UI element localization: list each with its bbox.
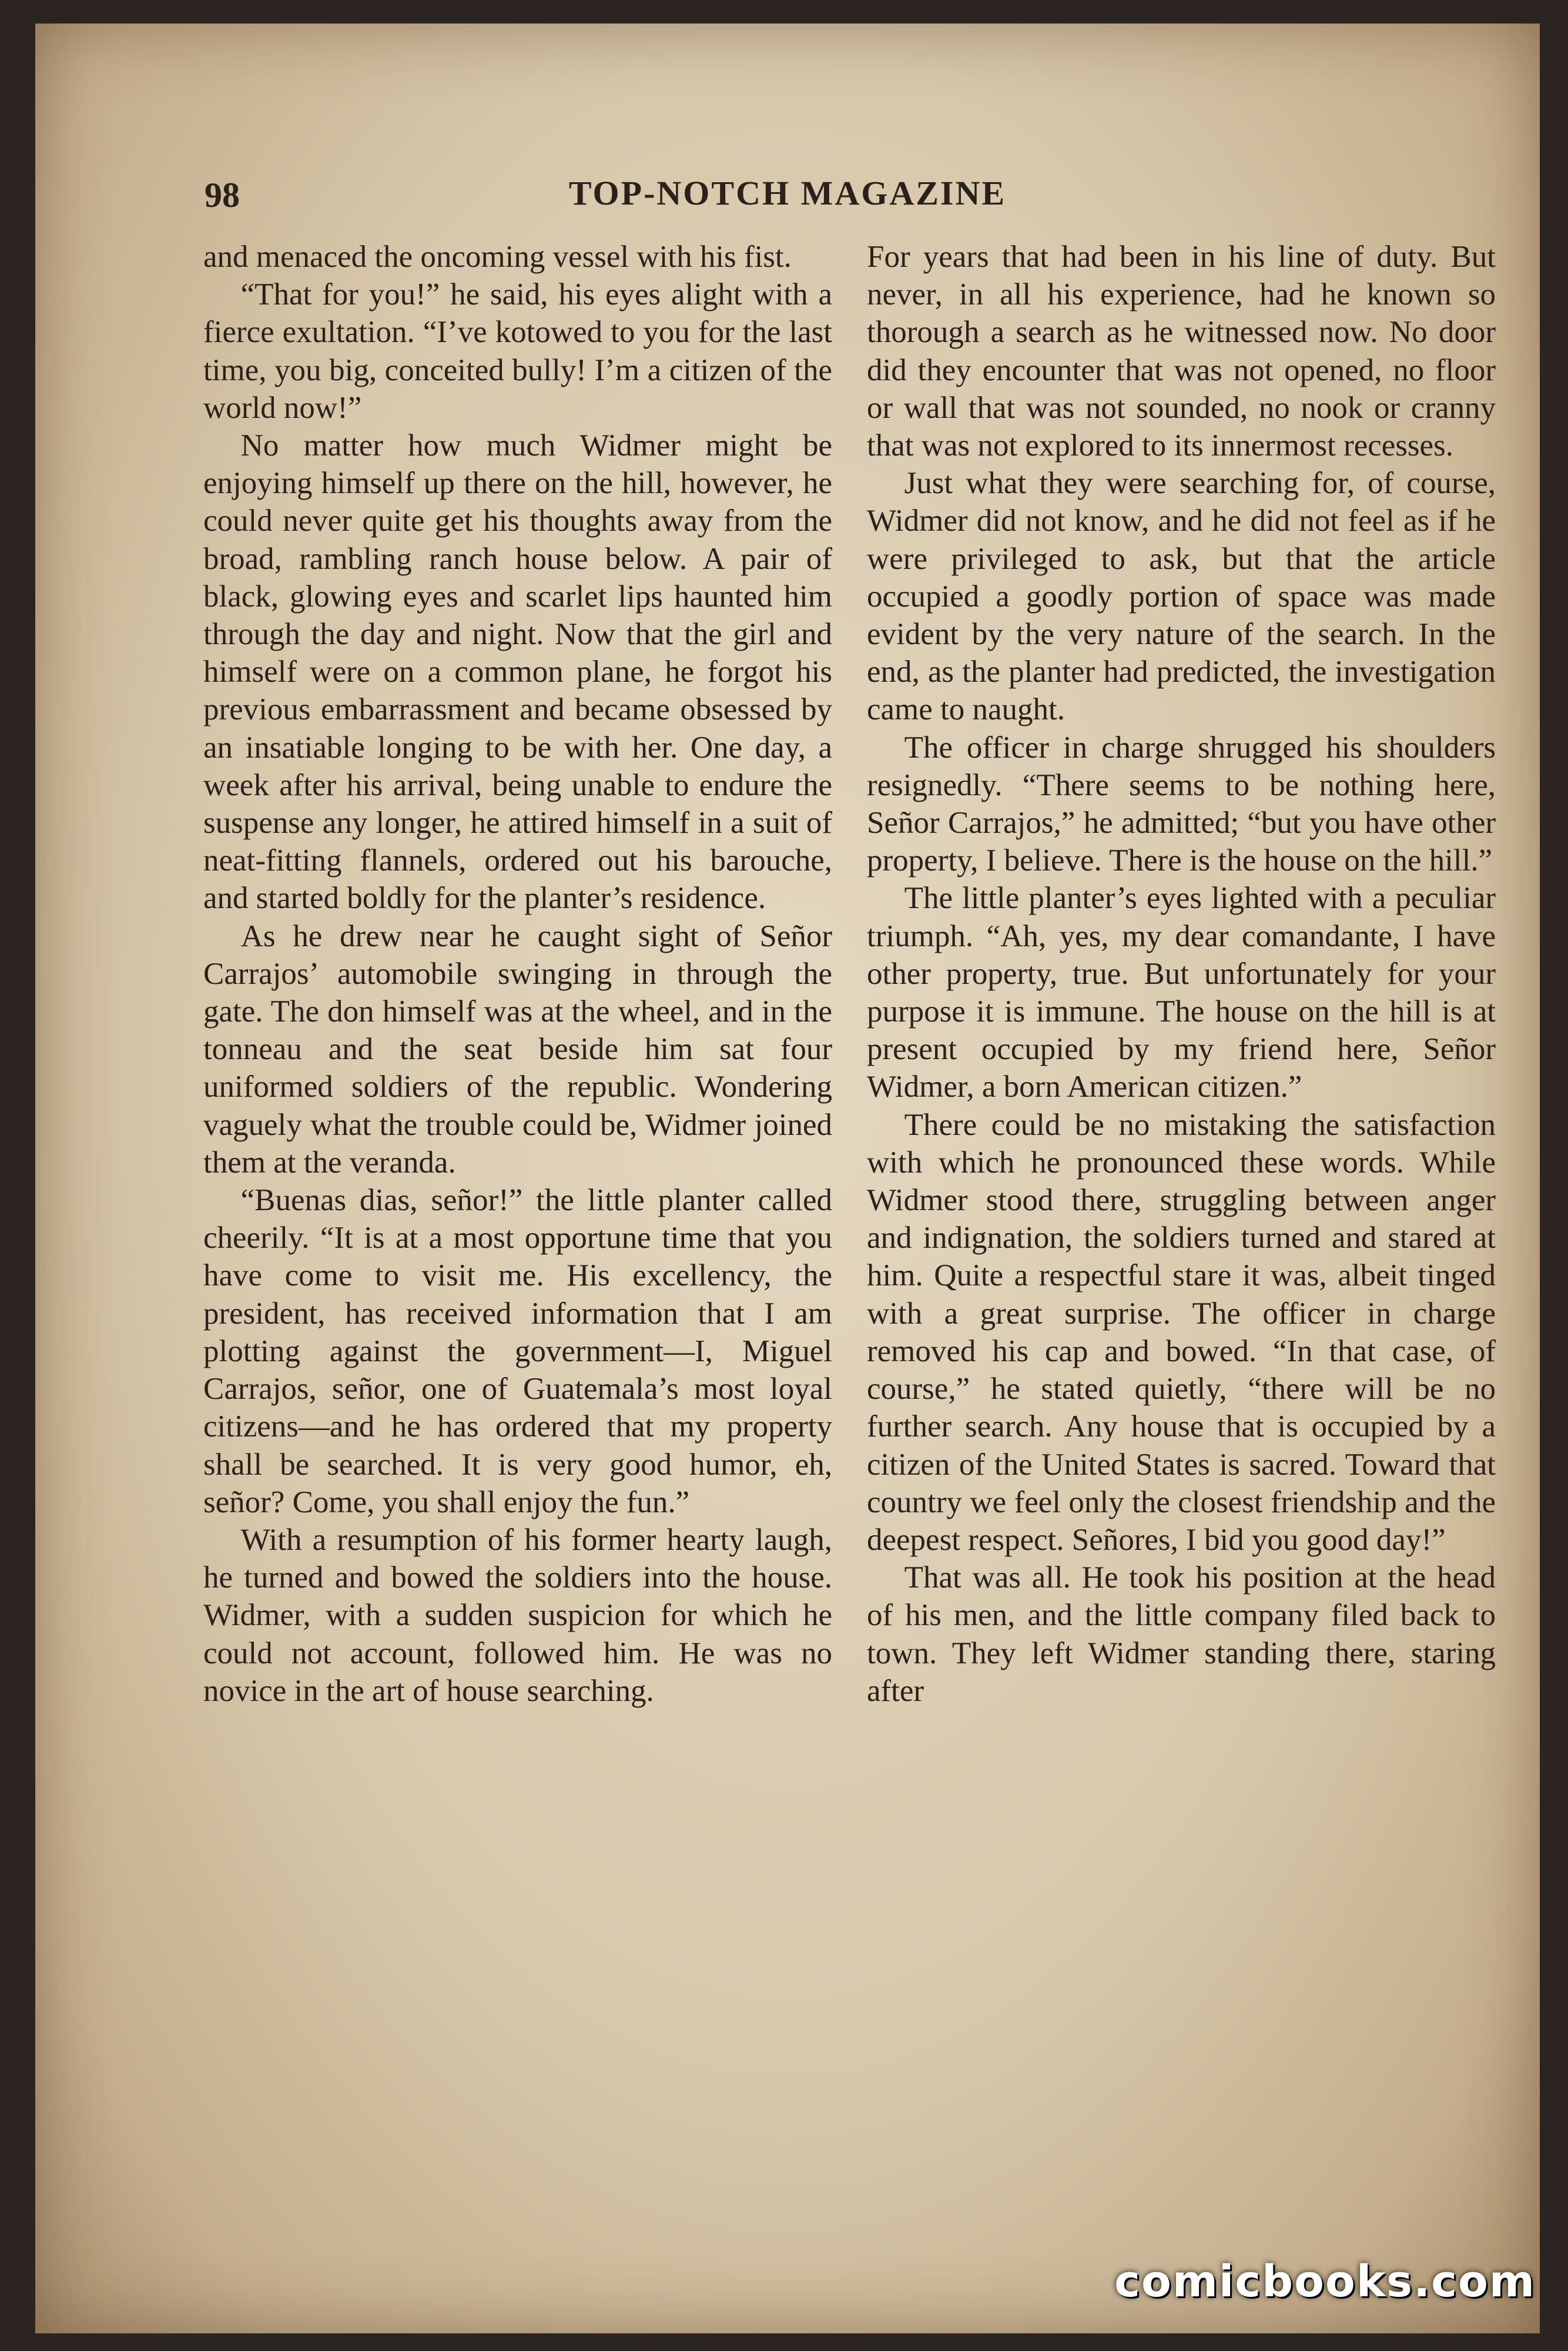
paragraph: There could be no mistaking the satisfaction with which he pronounced these words. While Widmer stood there, struggling between anger and indignation, the soldiers turned and stared at him. Quite a respectful stare it was, albeit tinged with a great surprise. The officer in charge removed his cap and bowed. “In that case, of course,” he stated quietly, “there will be no further search. Any house that is occupied by a citizen of the United States is sacred. Toward that country we feel only the closest friendship and the deepest respect. Señores, I bid you good day!” [867,1107,1496,1557]
watermark: comicbooks.com [1114,2256,1536,2307]
paragraph: As he drew near he caught sight of Señor Carrajos’ automobile swinging in through the gate. The don himself was at the wheel, and in the tonneau and the seat beside him sat four uniformed soldiers of the republic. Wondering vaguely what the trouble could be, Widmer joined them at the veranda. [203,919,832,1180]
paragraph: The little planter’s eyes lighted with a peculiar triumph. “Ah, yes, my dear comandante, I have other property, true. But unfortunately for your purpose it is immune. The house on the hill is at present occupied by my friend here, Señor Widmer, a born American citizen.” [867,881,1496,1104]
paragraph: The officer in charge shrugged his shoulders resignedly. “There seems to be nothing here, Señor Carrajos,” he admitted; “but you have other property, I believe. There is the house on the hill.” [867,730,1496,878]
paragraph: and menaced the oncoming vessel with his fist. [203,240,792,274]
page-number: 98 [205,176,240,215]
paragraph: “That for you!” he said, his eyes alight with a fierce exultation. “I’ve kotowed to you for the last time, you big, conceited bully! I’m a citizen of the world now!” [203,277,832,425]
paragraph: That was all. He took his position at the head of his men, and the little company filed back to town. They left Widmer standing there, staring after [867,1560,1496,1708]
paragraph: With a resumption of his former hearty laugh, he turned and bowed the soldiers into the house. Widmer, with a sudden suspicion for which he could not account, followed him. He was no novice in the art of house searching. [203,1522,832,1708]
running-head: TOP-NOTCH MAGAZINE [568,174,1007,212]
paragraph: Just what they were searching for, of course, Widmer did not know, and he did not feel as if he were privileged to ask, but that the article occupied a goodly portion of space was made evident by the very nature of the search. In the end, as the planter had predicted, the investigation came to naught. [867,466,1496,727]
paragraph: “Buenas dias, señor!” the little planter called cheerily. “It is at a most opportune time that you have come to visit me. His excellency, the president, has received information that I am plotting against the government—I, Miguel Carrajos, señor, one of Guatemala’s most loyal citizens—and he has ordered that my property shall be searched. It is very good humor, eh, señor? Come, you shall enjoy the fun.” [203,1183,832,1519]
right-column [867,238,1496,1710]
magazine-page [35,24,1540,2333]
paragraph: For years that had been in his line of duty. But never, in all his experience, had he known so thorough a search as he witnessed now. No door did they encounter that was not opened, no floor or wall that was not sounded, no nook or cranny that was not explored to its innermost recesses. [867,240,1496,463]
left-column [203,238,832,1710]
paragraph: No matter how much Widmer might be enjoying himself up there on the hill, however, he could never quite get his thoughts away from the broad, rambling ranch house below. A pair of black, glowing eyes and scarlet lips haunted him through the day and night. Now that the girl and himself were on a common plane, he forgot his previous embarrassment and became obsessed by an insatiable longing to be with her. One day, a week after his arrival, being unable to endure the suspense any longer, he attired himself in a suit of neat-fitting flannels, ordered out his barouche, and started boldly for the planter’s residence. [203,428,832,916]
